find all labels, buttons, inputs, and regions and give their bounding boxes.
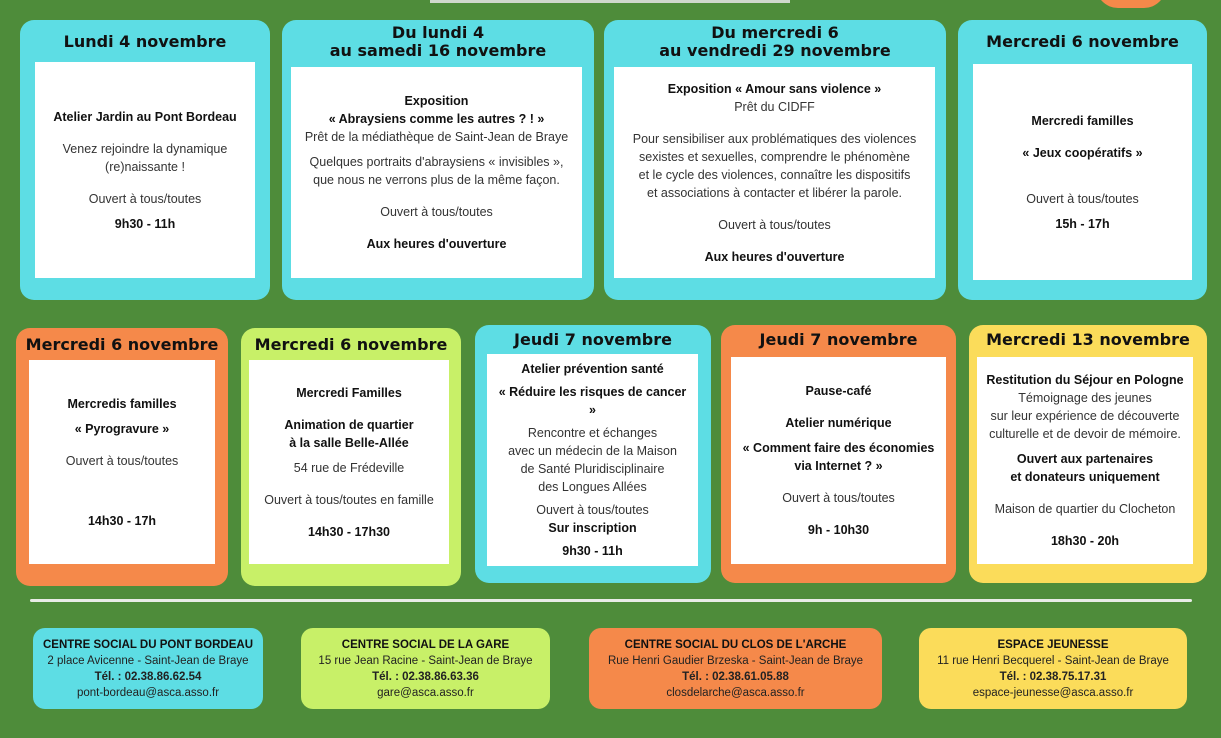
centre-email[interactable]: espace-jeunesse@asca.asso.fr [972, 687, 1134, 699]
event-highlight: Mercredi Familles [296, 385, 402, 400]
contact-clos-de-larche [589, 628, 882, 709]
event-details [35, 62, 255, 278]
event-highlight: Atelier prévention santé [521, 362, 664, 376]
event-text: Ouvert à tous/toutes [782, 491, 895, 505]
event-date-line: Mercredi 6 novembre [25, 335, 219, 354]
event-date [969, 331, 1207, 349]
event-highlight: Exposition [404, 94, 469, 108]
centre-name: CENTRE SOCIAL DU PONT BORDEAU [43, 639, 253, 651]
event-date [241, 336, 461, 354]
event-highlight: à la salle Belle-Allée [289, 435, 409, 450]
centre-address: 11 rue Henri Becquerel - Saint-Jean de Braye [937, 655, 1169, 667]
event-text: (re)naissante ! [105, 159, 185, 174]
event-date [20, 33, 270, 51]
event-date [958, 33, 1207, 51]
centre-email[interactable]: closdelarche@asca.asso.fr [666, 687, 805, 699]
event-date [16, 336, 228, 354]
decorative-shape [1096, 0, 1166, 8]
centre-name: CENTRE SOCIAL DE LA GARE [341, 639, 510, 651]
event-text: et associations à contacter et libérer la parole. [647, 185, 902, 200]
centre-address: 15 rue Jean Racine - Saint-Jean de Braye [318, 655, 533, 667]
event-date [721, 331, 956, 349]
event-text: et le cycle des violences, connaître les dispositifs [638, 167, 911, 182]
event-highlight: Atelier numérique [785, 416, 892, 430]
event-highlight: Mercredi familles [1031, 113, 1134, 128]
event-highlight: 15h - 17h [1055, 216, 1110, 231]
event-text: 54 rue de Frédeville [293, 460, 405, 475]
centre-phone[interactable]: Tél. : 02.38.86.62.54 [94, 671, 202, 683]
event-highlight: Exposition « Amour sans violence » [667, 81, 882, 96]
centre-phone[interactable]: Tél. : 02.38.75.17.31 [999, 671, 1107, 683]
event-card [604, 20, 946, 300]
event-highlight: « Pyrogravure » [74, 421, 170, 436]
event-date-line: Mercredi 6 novembre [254, 335, 448, 354]
event-card [721, 325, 956, 583]
event-highlight: via Internet ? » [794, 459, 883, 473]
centre-name: ESPACE JEUNESSE [997, 639, 1109, 651]
event-card [958, 20, 1207, 300]
event-highlight: « Jeux coopératifs » [1022, 145, 1143, 160]
event-date-line: Jeudi 7 novembre [514, 330, 672, 349]
event-text: Ouvert à tous/toutes [718, 217, 831, 232]
event-details [977, 357, 1193, 564]
event-highlight: 14h30 - 17h30 [308, 524, 390, 539]
event-details [731, 357, 946, 564]
centre-phone[interactable]: Tél. : 02.38.61.05.88 [682, 671, 789, 683]
event-text: sur leur expérience de découverte [990, 409, 1180, 423]
event-text: culturelle et de devoir de mémoire. [989, 427, 1181, 441]
event-highlight: 9h30 - 11h [114, 216, 176, 231]
centre-email[interactable]: gare@asca.asso.fr [377, 687, 474, 699]
centre-name: CENTRE SOCIAL DU CLOS DE L'ARCHE [624, 639, 847, 651]
event-details [973, 64, 1192, 280]
contact-pont-bordeau [33, 628, 263, 709]
event-text: sexistes et sexuelles, comprendre le phénomène [639, 149, 910, 164]
event-text: Rencontre et échanges [527, 426, 658, 440]
event-date-line: Mercredi 13 novembre [986, 330, 1190, 349]
event-text: des Longues Allées [538, 480, 647, 494]
centre-email[interactable]: pont-bordeau@asca.asso.fr [76, 687, 220, 699]
section-divider [30, 599, 1192, 602]
event-text: Venez rejoindre la dynamique [62, 141, 228, 156]
event-highlight: « Comment faire des économies [742, 441, 935, 455]
event-date-line: Jeudi 7 novembre [759, 330, 918, 349]
event-highlight: Sur inscription [548, 521, 637, 535]
event-text: Ouvert à tous/toutes [88, 191, 202, 206]
event-text: Ouvert à tous/toutes [1026, 191, 1139, 206]
contact-espace-jeunesse [919, 628, 1187, 709]
centre-phone[interactable]: Tél. : 02.38.86.63.36 [372, 671, 479, 683]
event-text: Ouvert à tous/toutes [536, 503, 649, 517]
event-date-line: Mercredi 6 novembre [986, 32, 1179, 51]
event-highlight: Ouvert aux partenaires [1016, 452, 1154, 466]
event-date-line: au samedi 16 novembre [329, 41, 547, 60]
event-text: Ouvert à tous/toutes en famille [264, 492, 434, 507]
event-highlight: Animation de quartier [284, 417, 414, 432]
centre-address: Rue Henri Gaudier Brzeska - Saint-Jean de Braye [607, 655, 864, 667]
event-card [282, 20, 594, 300]
event-text: Quelques portraits d'abraysiens « invisibles », [309, 155, 564, 169]
event-highlight: Aux heures d'ouverture [704, 249, 845, 264]
event-highlight: Mercredis familles [67, 396, 177, 411]
event-date-line: au vendredi 29 novembre [659, 41, 891, 60]
event-highlight: 18h30 - 20h [1050, 534, 1120, 548]
event-highlight: 9h30 - 11h [562, 544, 623, 558]
event-details [249, 360, 449, 564]
event-date [475, 331, 711, 349]
event-highlight: 9h - 10h30 [807, 523, 870, 537]
event-highlight: « Réduire les risques de cancer » [498, 385, 687, 417]
event-date-line: Lundi 4 novembre [63, 32, 227, 51]
event-highlight: Aux heures d'ouverture [366, 237, 507, 251]
event-card [241, 328, 461, 586]
event-highlight: Pause-café [805, 384, 872, 398]
event-text: Ouvert à tous/toutes [380, 205, 493, 219]
event-text: Prêt de la médiathèque de Saint-Jean de Braye [304, 130, 569, 144]
event-highlight: et donateurs uniquement [1010, 470, 1160, 484]
top-divider [430, 0, 790, 3]
event-highlight: Restitution du Séjour en Pologne [986, 373, 1184, 387]
event-details [614, 67, 935, 278]
event-text: Témoignage des jeunes [1018, 391, 1152, 405]
event-highlight: « Abraysiens comme les autres ? ! » [328, 112, 545, 126]
event-card [475, 325, 711, 583]
event-text: Pour sensibiliser aux problématiques des violences [632, 131, 917, 146]
event-card [969, 325, 1207, 583]
event-details [291, 67, 582, 278]
event-text: avec un médecin de la Maison [508, 444, 677, 458]
event-date [604, 24, 946, 60]
centre-address: 2 place Avicenne - Saint-Jean de Braye [47, 655, 249, 667]
contact-gare [301, 628, 550, 709]
event-text: Maison de quartier du Clocheton [994, 502, 1176, 516]
event-text: de Santé Pluridisciplinaire [520, 462, 665, 476]
event-date-line: Du mercredi 6 [711, 23, 839, 42]
event-text: Prêt du CIDFF [734, 99, 815, 114]
event-date-line: Du lundi 4 [391, 23, 485, 42]
event-card [20, 20, 270, 300]
event-details [29, 360, 215, 564]
event-highlight: Atelier Jardin au Pont Bordeau [53, 109, 237, 124]
event-details [487, 354, 698, 566]
event-text: que nous ne verrons plus de la même façon. [313, 173, 560, 187]
event-highlight: 14h30 - 17h [87, 513, 157, 528]
event-text: Ouvert à tous/toutes [65, 453, 179, 468]
event-card [16, 328, 228, 586]
event-date [282, 24, 594, 60]
